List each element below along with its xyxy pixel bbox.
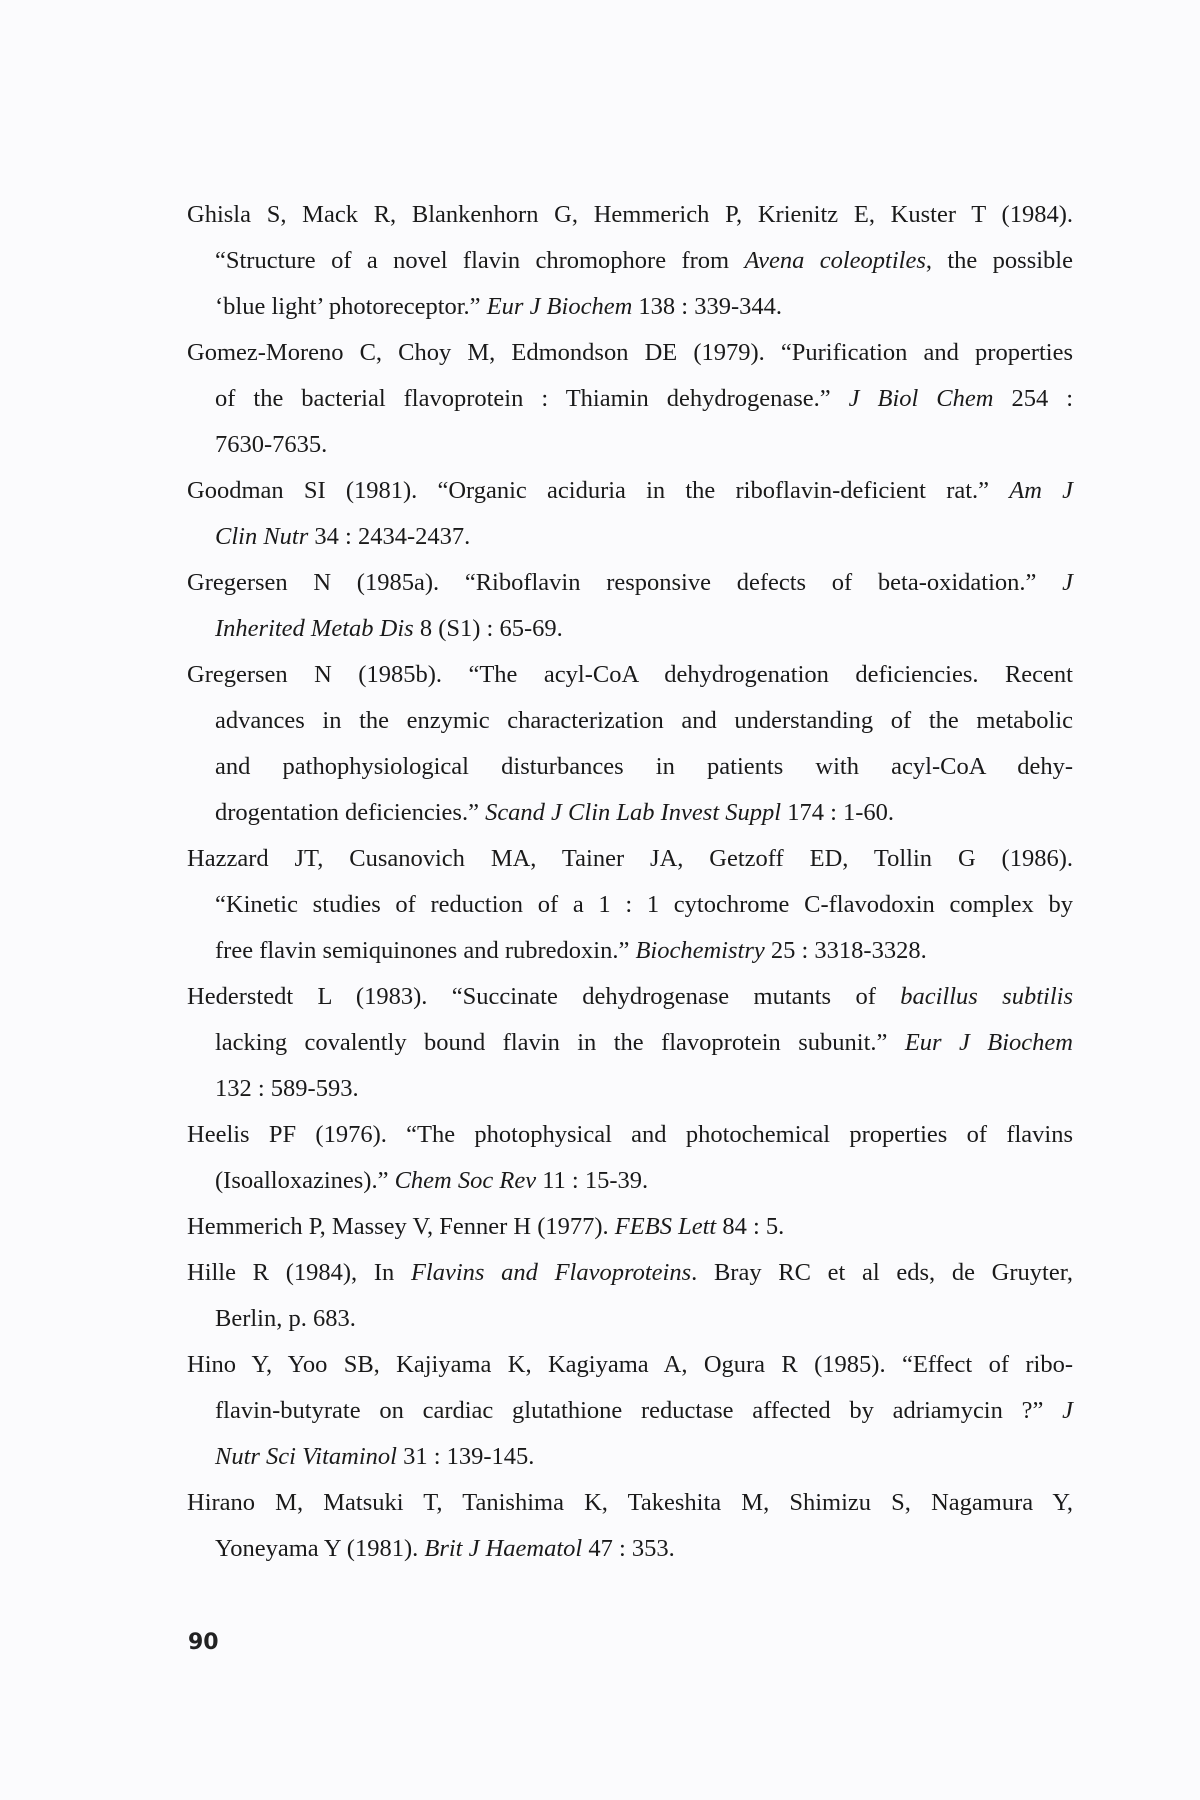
journal-title-text: J [1062,569,1073,596]
reference-text: Goodman SI (1981). “Organic aciduria in the riboflavin-deficient rat.” [187,477,1010,504]
reference-text: of the bacterial flavoprotein : Thiamin dehydrogenase.” [215,385,849,412]
reference-text: Hino Y, Yoo SB, Kajiyama K, Kagiyama A, Ogura R (1985). “Effect of ribo- [187,1351,1073,1378]
reference-line [187,744,1073,790]
journal-title-text: Nutr Sci Vitaminol [215,1443,397,1470]
reference-line [187,1342,1073,1388]
reference-line [187,1250,1073,1296]
reference-line [187,238,1073,284]
reference-line [187,330,1073,376]
reference-line [187,1204,1073,1250]
reference-text: Hederstedt L (1983). “Succinate dehydrogenase mutants of [187,983,901,1010]
reference-entry [187,1480,1073,1572]
reference-text: and pathophysiological disturbances in patients with acyl-CoA dehy- [215,753,1073,780]
reference-text: Hemmerich P, Massey V, Fenner H (1977). [187,1213,615,1240]
reference-line [187,1434,1073,1480]
reference-text: 34 : 2434-2437. [308,523,471,550]
reference-text: advances in the enzymic characterization and understanding of the metabolic [215,707,1073,734]
reference-text: Heelis PF (1976). “The photophysical and photochemical properties of flavins [187,1121,1073,1148]
reference-entry [187,1250,1073,1342]
reference-entry [187,468,1073,560]
reference-line [187,1388,1073,1434]
reference-text: “Kinetic studies of reduction of a 1 : 1 cytochrome C-flavodoxin complex by [215,891,1073,918]
reference-text: 31 : 139-145. [396,1443,535,1470]
reference-line [187,790,1073,836]
reference-line [187,698,1073,744]
reference-text: Ghisla S, Mack R, Blankenhorn G, Hemmerich P, Krienitz E, Kuster T (1984). [187,201,1073,228]
reference-line [187,928,1073,974]
reference-line [187,1158,1073,1204]
reference-line [187,1480,1073,1526]
reference-text: 174 : 1-60. [781,799,895,826]
journal-title-text: Inherited Metab Dis [215,615,414,642]
journal-title-text: Am J [1009,477,1073,504]
reference-text: 8 (S1) : 65-69. [413,615,563,642]
reference-text: 25 : 3318-3328. [764,937,927,964]
reference-line [187,1020,1073,1066]
reference-text: 47 : 353. [582,1535,675,1562]
reference-entry [187,1112,1073,1204]
reference-line [187,514,1073,560]
journal-title-text: J [1062,1397,1073,1424]
reference-text: Gomez-Moreno C, Choy M, Edmondson DE (1979). “Purification and properties [187,339,1073,366]
reference-text: lacking covalently bound flavin in the flavoprotein subunit.” [215,1029,905,1056]
reference-entry [187,192,1073,330]
reference-text: 132 : 589-593. [215,1075,359,1102]
reference-text: 84 : 5. [716,1213,785,1240]
reference-text: 138 : 339-344. [632,293,782,320]
reference-text: flavin-butyrate on cardiac glutathione reductase affected by adriamycin ?” [215,1397,1063,1424]
journal-title-text: J Biol Chem [848,385,994,412]
reference-text: Gregersen N (1985a). “Riboflavin responsive defects of beta-oxidation.” [187,569,1063,596]
reference-list [187,192,1073,1572]
reference-text: Yoneyama Y (1981). [215,1535,425,1562]
reference-text: “Structure of a novel flavin chromophore from [215,247,745,274]
journal-title-text: Biochemistry [635,937,765,964]
reference-line [187,606,1073,652]
reference-line [187,1526,1073,1572]
reference-text: Hille R (1984), In [187,1259,411,1286]
journal-title-text: Clin Nutr [215,523,309,550]
reference-text: drogentation deficiencies.” [215,799,486,826]
reference-text: 11 : 15-39. [536,1167,649,1194]
reference-text: (Isoalloxazines).” [215,1167,395,1194]
journal-title-text: Chem Soc Rev [394,1167,537,1194]
journal-title-text: Brit J Haematol [424,1535,583,1562]
reference-text: Hirano M, Matsuki T, Tanishima K, Takeshita M, Shimizu S, Nagamura Y, [187,1489,1073,1516]
reference-line [187,882,1073,928]
journal-title-text: Flavins and Flavoproteins [410,1259,692,1286]
reference-line [187,836,1073,882]
reference-line [187,284,1073,330]
reference-line [187,974,1073,1020]
reference-line [187,468,1073,514]
journal-title-text: FEBS Lett [614,1213,717,1240]
reference-text: , the possible [925,247,1073,274]
reference-entry [187,1204,1073,1250]
reference-text: Gregersen N (1985b). “The acyl-CoA dehydrogenation deficiencies. Recent [187,661,1073,688]
reference-entry [187,560,1073,652]
reference-line [187,1296,1073,1342]
journal-title-text: Eur J Biochem [486,293,633,320]
reference-entry [187,652,1073,836]
journal-title-text: bacillus subtilis [900,983,1073,1010]
reference-text: 254 : [993,385,1073,412]
reference-line [187,422,1073,468]
journal-title-text: Avena coleoptiles [744,247,926,274]
reference-entry [187,974,1073,1112]
reference-line [187,560,1073,606]
reference-line [187,376,1073,422]
reference-line [187,1112,1073,1158]
reference-line [187,1066,1073,1112]
reference-line [187,192,1073,238]
reference-text: 7630-7635. [215,431,328,458]
reference-text: free flavin semiquinones and rubredoxin.” [215,937,636,964]
reference-entry [187,1342,1073,1480]
reference-entry [187,330,1073,468]
reference-line [187,652,1073,698]
journal-title-text: Eur J Biochem [904,1029,1073,1056]
reference-text: . Bray RC et al eds, de Gruyter, [691,1259,1073,1286]
reference-entry [187,836,1073,974]
journal-title-text: Scand J Clin Lab Invest Suppl [485,799,782,826]
reference-text: Hazzard JT, Cusanovich MA, Tainer JA, Getzoff ED, Tollin G (1986). [187,845,1073,872]
reference-text: ‘blue light’ photoreceptor.” [215,293,487,320]
page-number: 90 [188,1630,219,1655]
reference-text: Berlin, p. 683. [215,1305,356,1332]
